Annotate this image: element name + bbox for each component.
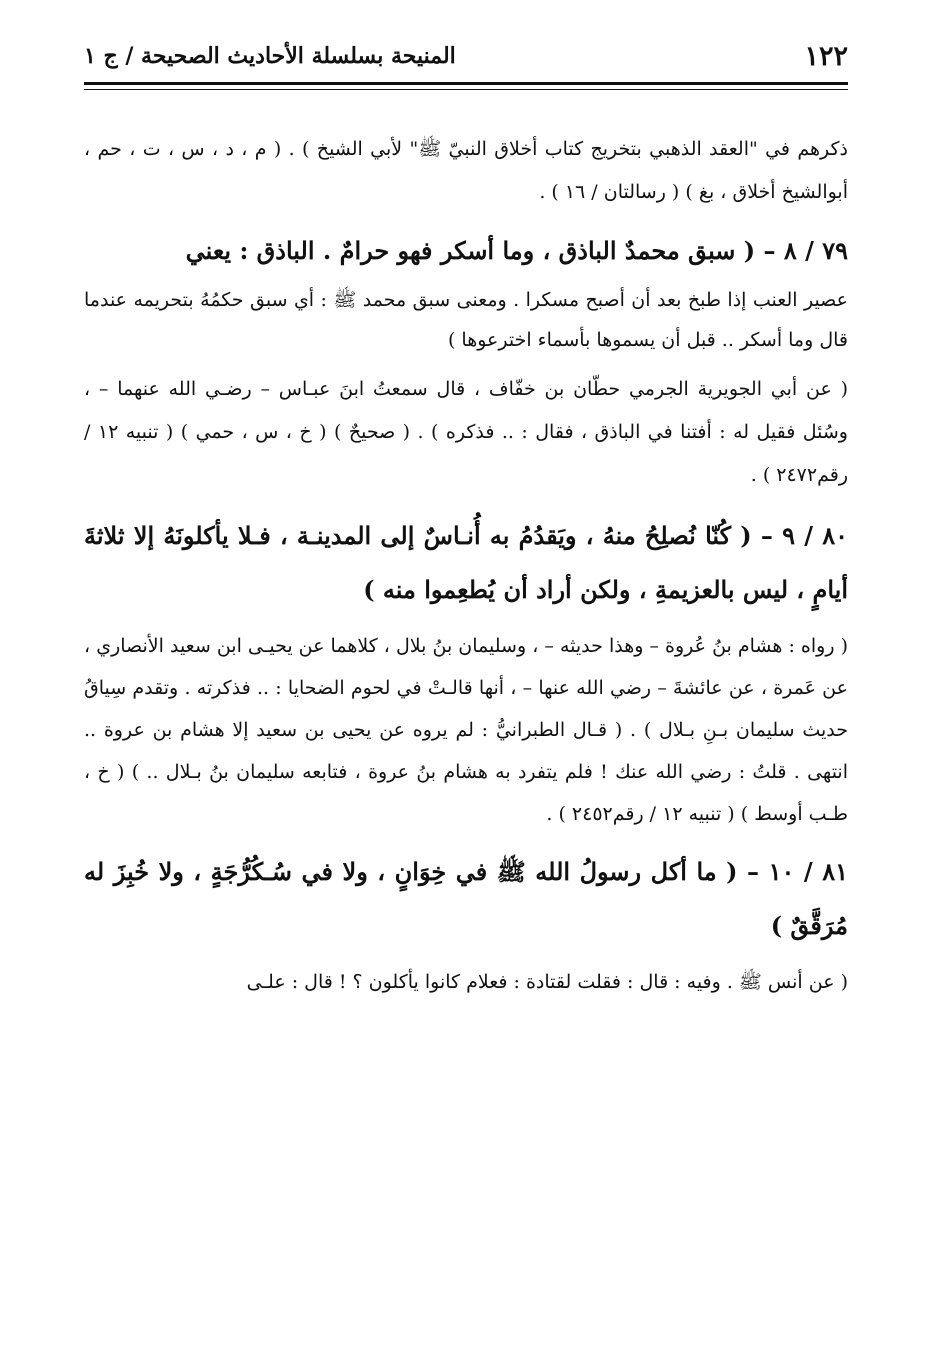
hadith-79-heading: ٧٩ / ٨ – ( سبق محمدٌ الباذق ، وما أسكر فهو حرامٌ . الباذق : يعني (185, 236, 848, 265)
hadith-81-text: ٨١ / ١٠ – ( ما أكل رسولُ الله ﷺ في خِوَانٍ ، ولا في سُـكُرُّجَةٍ ، ولا خُبِزَ له مُرَقَّقٌ ) (84, 857, 848, 940)
header-rule-thick (84, 82, 848, 85)
reference-paragraph-78: ذكرهم في "العقد الذهبي بتخريج كتاب أخلاق النبيّ ﷺ" لأبي الشيخ ) . ( م ، د ، س ، ت ، حم ، أبوالشيخ أخلاق ، بغ ) ( رسالتان / ١٦ ) . (84, 138, 848, 203)
reference-paragraph-80: ( رواه : هشام بنُ عُروة – وهذا حديثه – ، وسليمان بنُ بلال ، كلاهما عن يحيـى ابن سعيد الأنصاري ، عن عَمرة ، عن عائشةَ – رضي الله عنها – ، أنها قالـتْ في لحوم الضحايا : .. فذكرته . وتقدم سِياقُ حديث سليمان بـنِ بـلال ) . ( قـال الطبرانيُّ : لم يروه عن يحيى بن سعيد إلا هشام بن عروة .. انتهى . قلتُ : رضي الله عنك ! فلم يتفرد به هشام بنُ عروة ، فتابعه سليمان بنُ بـلال .. ) ( خ ، طـب أوسط ) ( تنبيه ١٢ / رقم٢٤٥٢ ) . (84, 635, 848, 825)
reference-paragraph-79: ( عن أبي الجويرية الجرمي حطّان بن خفّاف ، قال سمعتُ ابنَ عبـاس – رضـي الله عنهما – ، وسُئل فقيل له : أفتنا في الباذق ، فقال : .. فذكره ) . ( صحيحٌ ) ( خ ، س ، حمي ) ( تنبيه ١٢ / رقم٢٤٧٢ ) . (84, 378, 848, 486)
page-body (84, 128, 848, 1014)
hadith-80-text: ٨٠ / ٩ – ( كُنّا نُصلِحُ منهُ ، ويَقدُمُ به أُنـاسٌ إلى المدينـة ، فـلا يأكلونَهُ إلا ثلاثةَ أيامٍ ، ليس بالعزيمةِ ، ولكن أراد أن يُطعِموا منه ) (84, 521, 848, 604)
hadith-79-explanation: عصير العنب إذا طبخ بعد أن أصبح مسكرا . ومعنى سبق محمد ﷺ : أي سبق حكمُهُ بتحريمه عندما قال وما أسكر .. قبل أن يسموها بأسماء اخترعوها ) (84, 289, 848, 351)
reference-paragraph-81: ( عن أنس ﷺ . وفيه : قال : فقلت لقتادة : فعلام كانوا يأكلون ؟ ! قال : علـى (246, 971, 848, 993)
page-header (84, 38, 848, 74)
running-title: المنيحة بسلسلة الأحاديث الصحيحة / ج ١ (84, 43, 456, 69)
page-number: ١٢٢ (804, 40, 848, 72)
header-rule-thin (84, 89, 848, 90)
